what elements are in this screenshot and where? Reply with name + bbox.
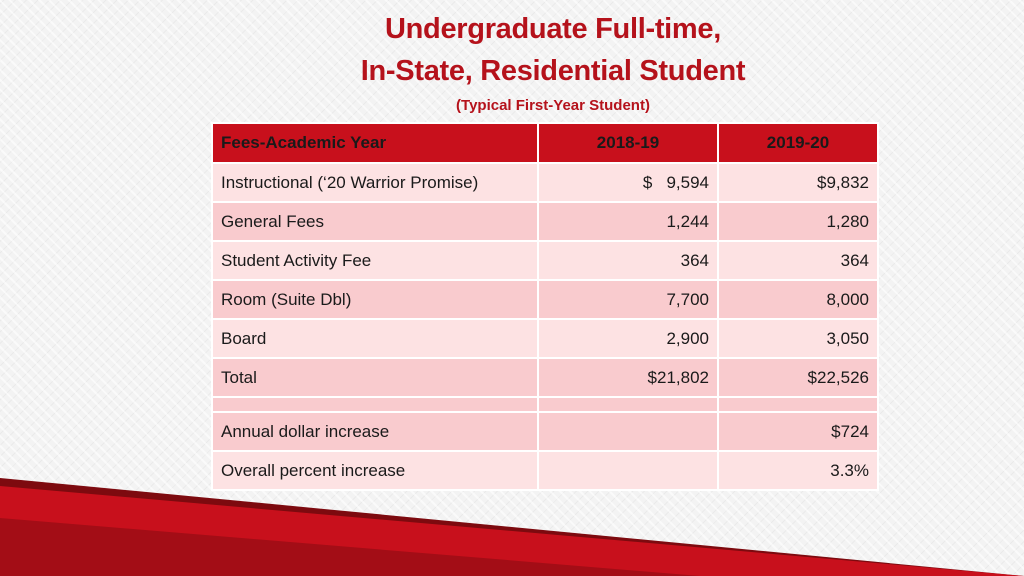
row-label: General Fees: [212, 202, 538, 241]
value-2018-19: 364: [538, 241, 718, 280]
row-label: Instructional (‘20 Warrior Promise): [212, 163, 538, 202]
value-2018-19: $21,802: [538, 358, 718, 397]
header-fees-academic-year: Fees-Academic Year: [212, 123, 538, 163]
value-2019-20: $724: [718, 412, 878, 451]
value-2018-19: $ 9,594: [538, 163, 718, 202]
value-2018-19: [538, 412, 718, 451]
table-row-total: [212, 358, 878, 397]
table-row: [212, 241, 878, 280]
header-2018-19: 2018-19: [538, 123, 718, 163]
header-2019-20: 2019-20: [718, 123, 878, 163]
value-2019-20: 8,000: [718, 280, 878, 319]
table-row: [212, 202, 878, 241]
row-label: Student Activity Fee: [212, 241, 538, 280]
subtitle: (Typical First-Year Student): [456, 97, 650, 114]
table-header-row: [212, 123, 878, 163]
value-2019-20: $22,526: [718, 358, 878, 397]
slide-title: [0, 8, 1024, 118]
value-2018-19: 2,900: [538, 319, 718, 358]
row-label: Annual dollar increase: [212, 412, 538, 451]
row-label: Room (Suite Dbl): [212, 280, 538, 319]
row-label: Overall percent increase: [212, 451, 538, 490]
spacer-cell: [718, 397, 878, 412]
table-row: [212, 319, 878, 358]
row-label: Board: [212, 319, 538, 358]
table-row-annual-increase: [212, 412, 878, 451]
spacer-cell: [212, 397, 538, 412]
row-label: Total: [212, 358, 538, 397]
value-2019-20: 364: [718, 241, 878, 280]
value-2019-20: 1,280: [718, 202, 878, 241]
spacer-cell: [538, 397, 718, 412]
value-2019-20: 3.3%: [718, 451, 878, 490]
title-line-2: In-State, Residential Student: [360, 55, 746, 87]
table-row: [212, 163, 878, 202]
value-2019-20: $9,832: [718, 163, 878, 202]
value-2018-19: 7,700: [538, 280, 718, 319]
table-spacer-row: [212, 397, 878, 412]
decorative-swoosh: [0, 478, 1024, 576]
value-2018-19: 1,244: [538, 202, 718, 241]
fees-table: [211, 122, 879, 491]
title-line-1: Undergraduate Full-time,: [385, 13, 721, 45]
table-row: [212, 280, 878, 319]
value-2019-20: 3,050: [718, 319, 878, 358]
